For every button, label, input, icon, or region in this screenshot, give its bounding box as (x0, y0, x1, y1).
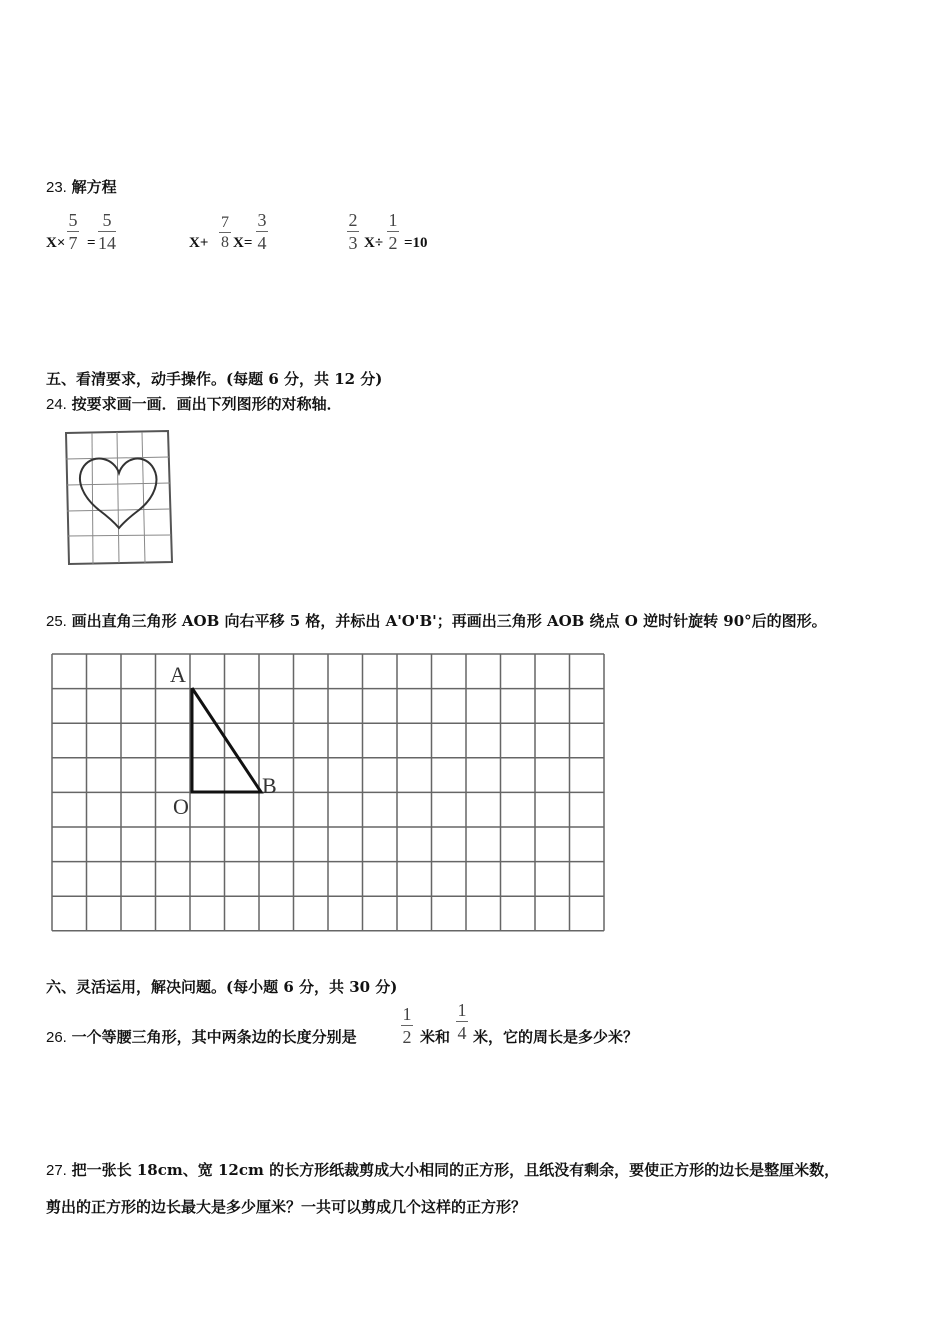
question-number: 25. (46, 613, 67, 630)
numerator: 5 (102, 210, 112, 230)
numerator: 3 (257, 210, 267, 230)
eq3-fraction-right (387, 210, 399, 253)
triangle-grid-figure (46, 648, 612, 934)
label-b: B (262, 773, 277, 798)
question-text: 按要求画一画．画出下列图形的对称轴． (71, 395, 342, 413)
eq2-middle: X= (233, 235, 253, 251)
q27-text-1: 把一张长 18cm、宽 12cm 的长方形纸裁剪成大小相同的正方形，且纸没有剩余，要使正方形的边长是整厘米数， (71, 1161, 840, 1179)
denominator: 4 (457, 1023, 467, 1043)
eq1-prefix: X× (46, 235, 66, 251)
section-6-title: 六、灵活运用，解决问题。(每小题 6 分，共 30 分) (46, 978, 398, 996)
question-number: 23. (46, 179, 67, 196)
question-text: 画出直角三角形 AOB 向右平移 5 格，并标出 A'O'B'；再画出三角形 AOB 绕点 O 逆时针旋转 90°后的图形。 (71, 612, 827, 630)
q26-text-a: 一个等腰三角形，其中两条边的长度分别是 (71, 1028, 357, 1046)
numerator: 1 (388, 210, 398, 230)
denominator: 3 (348, 233, 358, 253)
numerator: 1 (457, 1000, 467, 1020)
eq3-fraction-left (347, 210, 359, 253)
denominator: 8 (221, 234, 229, 251)
numerator: 2 (348, 210, 358, 230)
label-a: A (170, 662, 186, 687)
triangle-aob (192, 688, 261, 792)
heart-grid-figure (62, 428, 176, 568)
q23-header (46, 177, 117, 198)
q26-fraction-1 (401, 1004, 413, 1047)
numerator: 7 (221, 214, 229, 231)
section-5-title: 五、看清要求，动手操作。(每题 6 分，共 12 分) (46, 370, 383, 388)
question-number: 26. (46, 1029, 67, 1046)
eq1-equals: = (87, 235, 96, 251)
q25-header (46, 611, 827, 632)
question-number: 27. (46, 1162, 67, 1179)
q26-text-b: 米和 (420, 1028, 451, 1046)
question-number: 24. (46, 396, 67, 413)
denominator: 4 (257, 233, 267, 253)
denominator: 7 (68, 233, 78, 253)
numerator: 1 (402, 1004, 412, 1024)
eq3-suffix: =10 (404, 235, 428, 251)
q26-text-c: 米，它的周长是多少米？ (473, 1028, 639, 1046)
eq2-fraction-right (256, 210, 268, 253)
eq3-middle: X÷ (364, 235, 384, 251)
q26-line (46, 1027, 357, 1048)
q27-line-1 (46, 1160, 839, 1181)
denominator: 14 (98, 233, 116, 253)
question-title: 解方程 (71, 178, 117, 196)
q27-text-2: 剪出的正方形的边长最大是多少厘米？一共可以剪成几个这样的正方形？ (46, 1198, 527, 1216)
denominator: 2 (388, 233, 398, 253)
eq1-fraction-right (98, 210, 116, 253)
eq1-fraction-left (67, 210, 79, 253)
eq2-prefix: X+ (189, 235, 209, 251)
numerator: 5 (68, 210, 78, 230)
denominator: 2 (402, 1027, 412, 1047)
q26-fraction-2 (456, 1000, 468, 1043)
eq2-fraction-left (219, 214, 231, 251)
q24-header (46, 394, 342, 415)
label-o: O (173, 794, 189, 819)
